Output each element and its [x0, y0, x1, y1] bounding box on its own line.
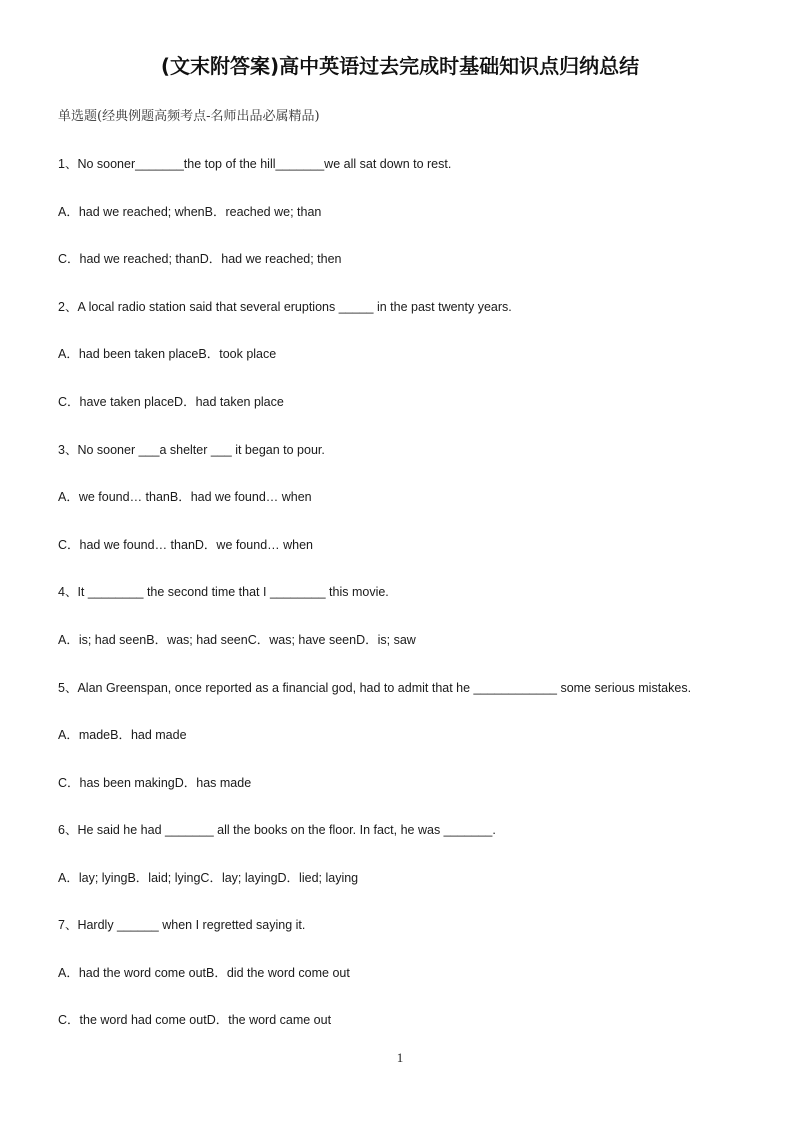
- question-2: 2、A local radio station said that several eruptions _____ in the past twenty years.: [58, 300, 512, 314]
- question-3-options-cd: C．had we found… thanD．we found… when: [58, 538, 314, 552]
- question-6-options: A．lay; lyingB．laid; lyingC．lay; layingD．lied; laying: [58, 871, 359, 885]
- question-6: 6、He said he had _______ all the books on the floor. In fact, he was _______.: [58, 823, 496, 837]
- question-7-options-ab: A．had the word come outB．did the word come out: [58, 966, 350, 980]
- question-7-options-cd: C．the word had come outD．the word came out: [58, 1013, 332, 1027]
- question-4: 4、It ________ the second time that I ________ this movie.: [58, 585, 389, 599]
- question-3: 3、No sooner ___a shelter ___ it began to pour.: [58, 443, 325, 457]
- question-4-options: A．is; had seenB．was; had seenC．was; have seenD．is; saw: [58, 633, 416, 647]
- document-title: (文末附答案)高中英语过去完成时基础知识点归纳总结: [160, 54, 640, 78]
- question-1-options-ab: A．had we reached; whenB．reached we; than: [58, 205, 322, 219]
- question-7: 7、Hardly ______ when I regretted saying it.: [58, 918, 306, 932]
- question-5-options-ab: A．madeB．had made: [58, 728, 187, 742]
- question-5: 5、Alan Greenspan, once reported as a financial god, had to admit that he ____________ some serious mistakes.: [58, 681, 692, 695]
- question-3-options-ab: A．we found… thanB．had we found… when: [58, 490, 312, 504]
- question-1-options-cd: C．had we reached; thanD．had we reached; then: [58, 252, 342, 266]
- question-1: 1、No sooner_______the top of the hill_______we all sat down to rest.: [58, 157, 452, 171]
- page-number: 1: [396, 1050, 404, 1065]
- question-5-options-cd: C．has been makingD．has made: [58, 776, 252, 790]
- question-2-options-ab: A．had been taken placeB．took place: [58, 347, 277, 361]
- section-heading: 单选题(经典例题高频考点-名师出品必属精品): [58, 109, 320, 124]
- question-2-options-cd: C．have taken placeD．had taken place: [58, 395, 284, 409]
